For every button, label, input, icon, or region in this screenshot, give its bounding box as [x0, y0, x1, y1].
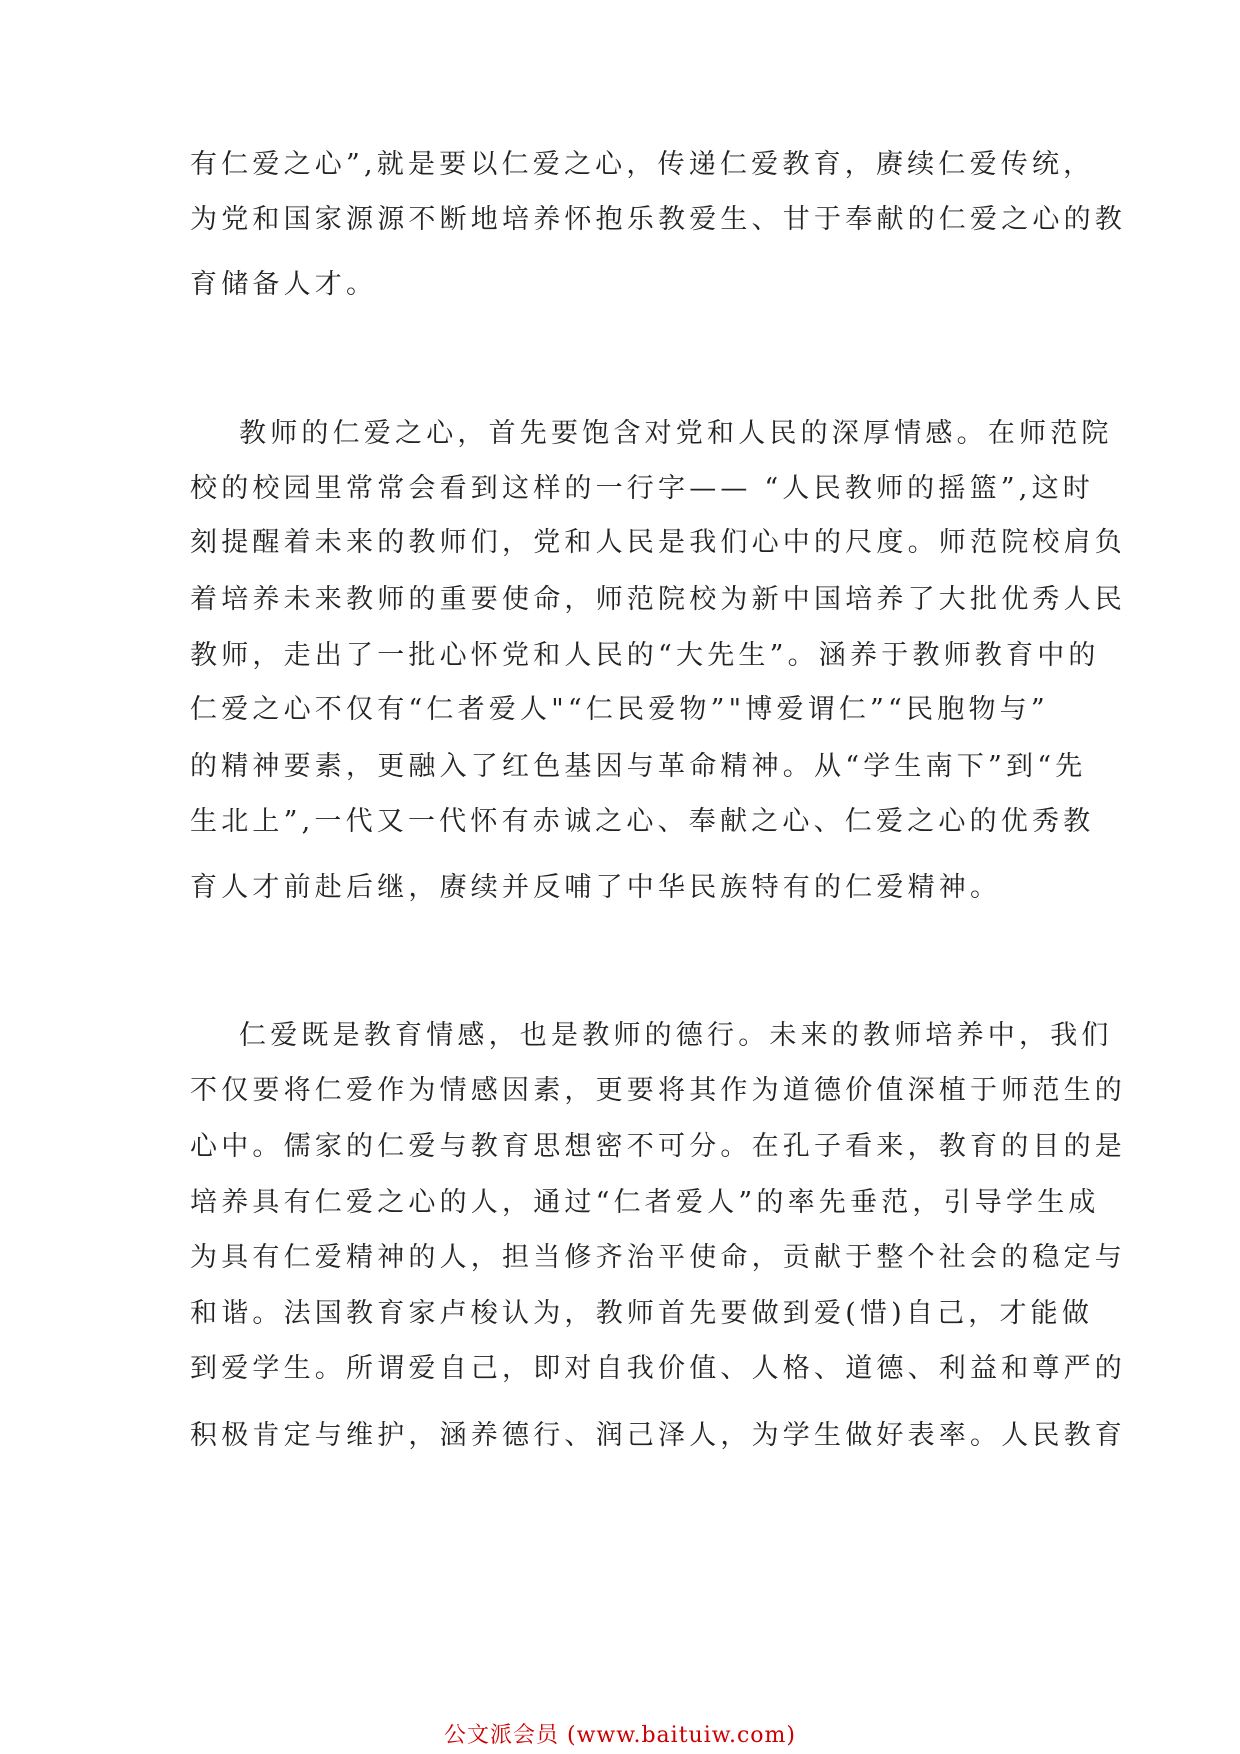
text-line: 着培养未来教师的重要使命，师范院校为新中国培养了大批优秀人民 [190, 584, 1126, 615]
text-line: 为党和国家源源不断地培养怀抱乐教爱生、甘于奉献的仁爱之心的教 [190, 204, 1126, 235]
text-line: 育储备人才。 [190, 269, 378, 300]
text-line: 教师，走出了一批心怀党和人民的“大先生”。涵养于教师教育中的 [190, 640, 1100, 671]
footer-watermark-text: 公文派会员 (www.baituiw.com) [444, 1723, 796, 1748]
paragraph-first-line: 仁爱既是教育情感，也是教师的德行。未来的教师培养中，我们 [239, 1020, 1113, 1051]
text-line: 心中。儒家的仁爱与教育思想密不可分。在孔子看来，教育的目的是 [190, 1131, 1126, 1162]
text-line: 仁爱之心不仅有“仁者爱人"“仁民爱物”"博爱谓仁”“民胞物与” [190, 694, 1049, 725]
text-line: 和谐。法国教育家卢梭认为，教师首先要做到爱(惜)自己，才能做 [190, 1298, 1094, 1329]
text-line: 培养具有仁爱之心的人，通过“仁者爱人”的率先垂范，引导学生成 [190, 1187, 1100, 1218]
text-line: 积极肯定与维护，涵养德行、润己泽人，为学生做好表率。人民教育 [190, 1420, 1126, 1451]
text-line: 不仅要将仁爱作为情感因素，更要将其作为道德价值深植于师范生的 [190, 1075, 1126, 1106]
text-line: 育人才前赴后继，赓续并反哺了中华民族特有的仁爱精神。 [190, 872, 1002, 903]
text-line: 为具有仁爱精神的人，担当修齐治平使命，贡献于整个社会的稳定与 [190, 1242, 1126, 1273]
text-line: 刻提醒着未来的教师们，党和人民是我们心中的尺度。师范院校肩负 [190, 527, 1126, 558]
text-line: 校的校园里常常会看到这样的一行字—— “人民教师的摇篮”,这时 [190, 473, 1094, 504]
text-line: 生北上”,一代又一代怀有赤诚之心、奉献之心、仁爱之心的优秀教 [190, 806, 1095, 837]
text-line: 有仁爱之心”,就是要以仁爱之心，传递仁爱教育，赓续仁爱传统， [190, 149, 1095, 180]
text-line: 的精神要素，更融入了红色基因与革命精神。从“学生南下”到“先 [190, 751, 1087, 782]
paragraph-first-line: 教师的仁爱之心，首先要饱含对党和人民的深厚情感。在师范院 [239, 418, 1113, 449]
text-line: 到爱学生。所谓爱自己，即对自我价值、人格、道德、利益和尊严的 [190, 1353, 1126, 1384]
